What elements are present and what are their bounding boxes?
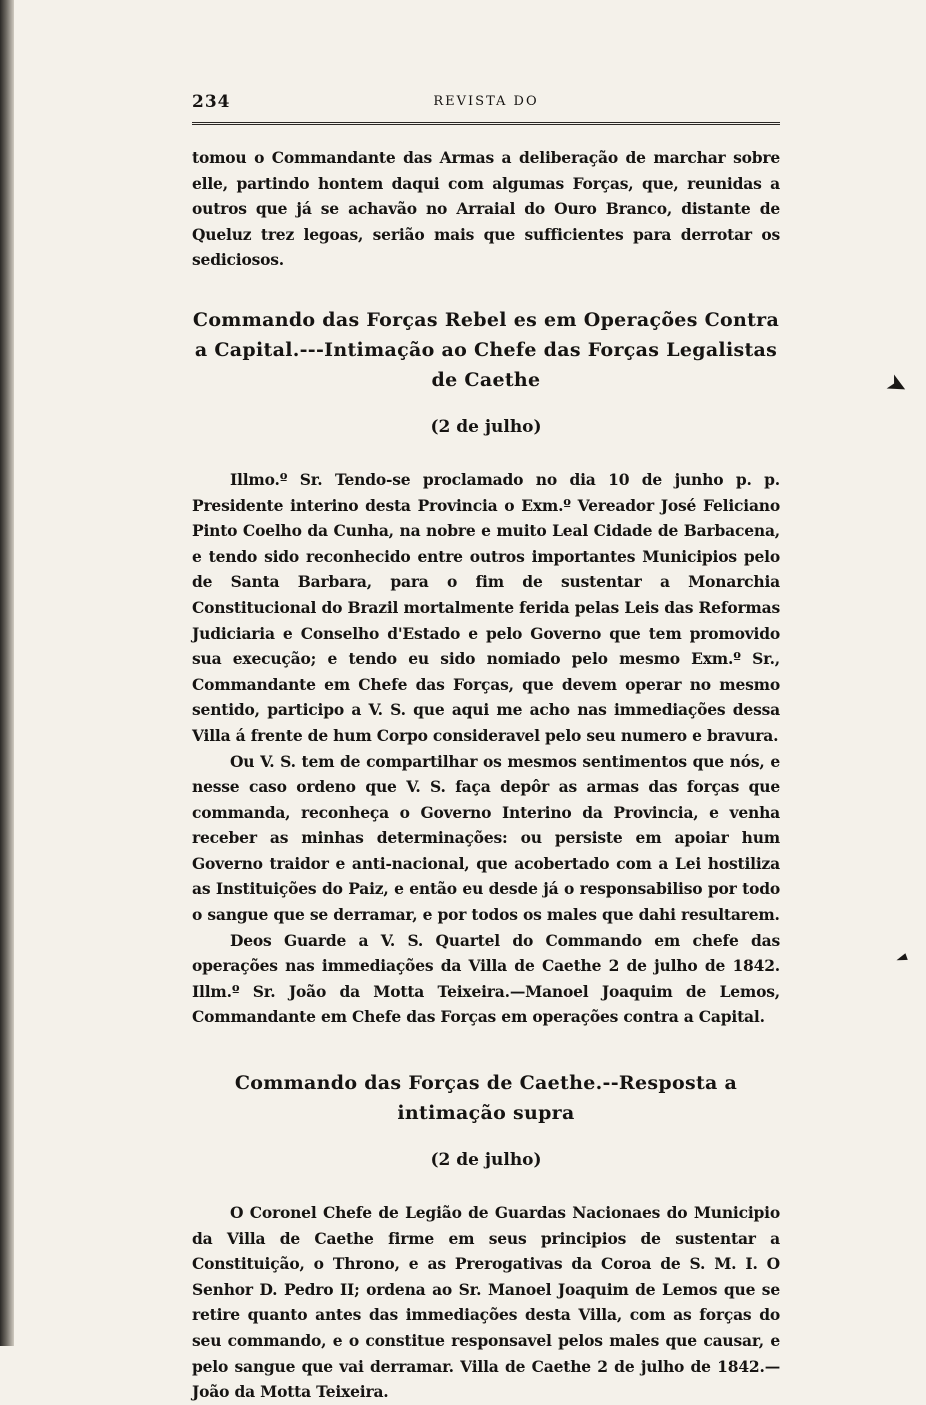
body-paragraph: O Coronel Chefe de Legião de Guardas Nacionaes do Municipio da Villa de Caethe firme em seus principios de sustentar a Constituição, o Throno, e as Prerogativas da Coroa de S. M. I. O Senhor D. Pedro II; ordena ao Sr. Manoel Joaquim de Lemos que se retire quanto antes das immediações desta Villa, com as forças do seu commando, e o constitue responsavel pelos males que causar, e pelo sangue que vai derramar. Villa de Caethe 2 de julho de 1842.—João da Motta Teixeira. <box>192 1203 780 1402</box>
running-header <box>192 88 780 114</box>
section-date: (2 de julho) <box>430 416 542 437</box>
book-binding-edge <box>0 0 14 1346</box>
header-rule <box>192 122 780 125</box>
intro-paragraph: tomou o Commandante das Armas a deliberação de marchar sobre elle, partindo hontem daqui com algumas Forças, que, reunidas a outros que já se achavão no Arraial do Ouro Branco, distante de Queluz trez legoas, serião mais que sufficientes para derrotar os sediciosos. <box>192 148 780 270</box>
page-number: 234 <box>192 92 231 112</box>
body-paragraph: Deos Guarde a V. S. Quartel do Commando em chefe das operações nas immediações da Villa de Caethe 2 de julho de 1842. Illm.º Sr. João da Motta Teixeira.—Manoel Joaquim de Lemos, Commandante em Chefe das Forças em operações contra a Capital. <box>192 930 780 1027</box>
journal-title: REVISTA DO <box>433 94 539 109</box>
section-heading-caethe-reply: Commando das Forças de Caethe.--Resposta a intimação supra <box>234 1072 738 1125</box>
document-page <box>192 88 780 1405</box>
margin-ink-mark: ➤ <box>882 369 912 401</box>
body-paragraph: Ou V. S. tem de compartilhar os mesmos sentimentos que nós, e nesse caso ordeno que V. S. faça depôr as armas das forças que commanda, reconheça o Governo Interino da Provincia, e venha receber as minhas determinações: ou persiste em apoiar hum Governo traidor e anti-nacional, que acobertado com a Lei hostiliza as Instituições do Paiz, e então eu desde já o responsabiliso por todo o sangue que se derramar, e por todos os males que dahi resultarem. <box>192 751 780 925</box>
body-paragraph: Illmo.º Sr. Tendo-se proclamado no dia 10 de junho p. p. Presidente interino desta Provincia o Exm.º Vereador José Feliciano Pinto Coelho da Cunha, na nobre e muito Leal Cidade de Barbacena, e tendo sido reconhecido entre outros importantes Municipios pelo de Santa Barbara, para o fim de sustentar a Monarchia Constitucional do Brazil mortalmente ferida pelas Leis das Reformas Judiciaria e Conselho d'Estado e pelo Governo que tem promovido sua execução; e tendo eu sido nomiado pelo mesmo Exm.º Sr., Commandante em Chefe das Forças, que devem operar no mesmo sentido, participo a V. S. que aqui me acho nas immediações dessa Villa á frente de hum Corpo consideravel pelo seu numero e bravura. <box>192 469 780 745</box>
section-heading-rebel-command: Commando das Forças Rebel es em Operações Contra a Capital.---Intimação ao Chefe das Forças Legalistas de Caethe <box>192 308 780 391</box>
section-date: (2 de julho) <box>430 1150 542 1171</box>
margin-ink-mark: ◄ <box>893 948 910 968</box>
